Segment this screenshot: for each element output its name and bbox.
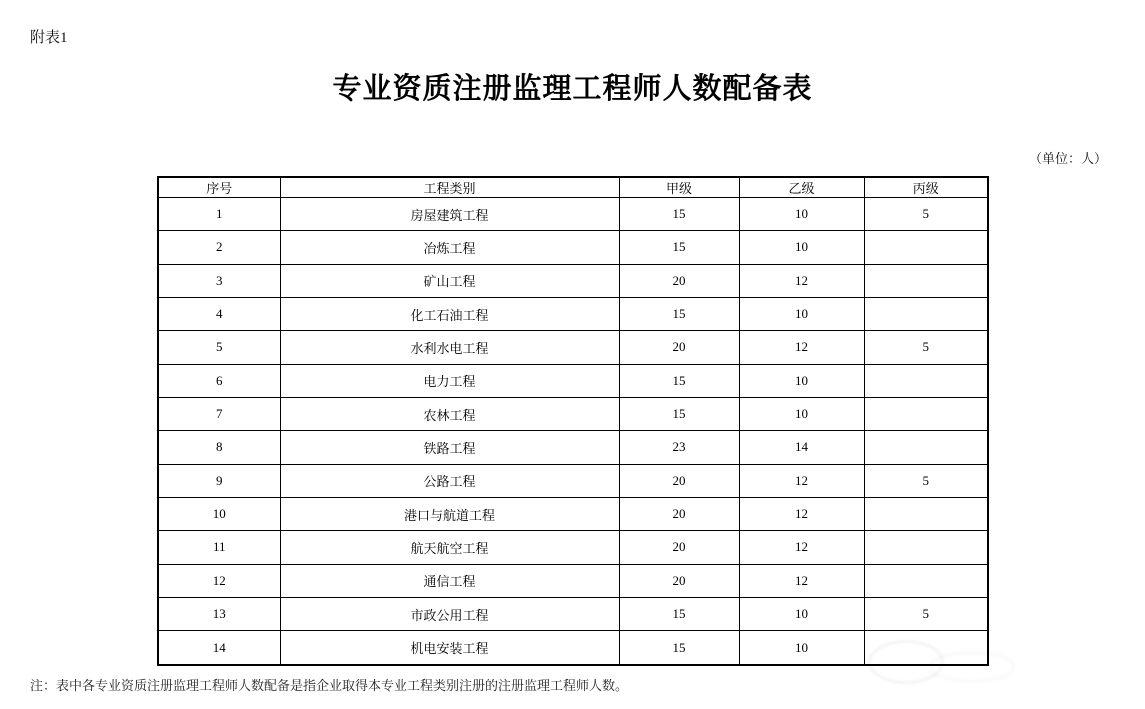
table-cell-grade_c: 5 bbox=[864, 331, 988, 364]
table-row bbox=[158, 231, 988, 264]
table-cell-grade_c bbox=[864, 631, 988, 665]
table-cell-grade_c bbox=[864, 264, 988, 297]
table-cell-no: 10 bbox=[158, 497, 280, 530]
table-row bbox=[158, 564, 988, 597]
table-row bbox=[158, 198, 988, 231]
table-cell-category: 航天航空工程 bbox=[280, 531, 619, 564]
table-cell-no: 13 bbox=[158, 597, 280, 630]
table-cell-grade_b: 12 bbox=[739, 564, 864, 597]
table-cell-grade_a: 20 bbox=[619, 564, 739, 597]
table-cell-grade_b: 12 bbox=[739, 497, 864, 530]
table-row bbox=[158, 397, 988, 430]
table-cell-grade_b: 10 bbox=[739, 198, 864, 231]
table-cell-category: 化工石油工程 bbox=[280, 297, 619, 330]
table-row bbox=[158, 597, 988, 630]
table-cell-grade_a: 15 bbox=[619, 397, 739, 430]
unit-note: （单位：人） bbox=[1028, 151, 1107, 166]
page-title: 专业资质注册监理工程师人数配备表 bbox=[332, 73, 813, 105]
table-cell-grade_c bbox=[864, 231, 988, 264]
table-body bbox=[158, 198, 988, 666]
table-row bbox=[158, 464, 988, 497]
table-cell-grade_b: 10 bbox=[739, 364, 864, 397]
table-cell-grade_a: 15 bbox=[619, 597, 739, 630]
table-cell-no: 5 bbox=[158, 331, 280, 364]
table-cell-no: 9 bbox=[158, 464, 280, 497]
table-cell-no: 8 bbox=[158, 431, 280, 464]
staffing-table bbox=[157, 176, 989, 666]
table-row bbox=[158, 331, 988, 364]
table-cell-grade_c: 5 bbox=[864, 597, 988, 630]
table-cell-grade_a: 15 bbox=[619, 231, 739, 264]
table-cell-grade_a: 20 bbox=[619, 497, 739, 530]
table-cell-grade_c bbox=[864, 297, 988, 330]
table-cell-category: 铁路工程 bbox=[280, 431, 619, 464]
table-cell-grade_b: 12 bbox=[739, 331, 864, 364]
table-row bbox=[158, 264, 988, 297]
table-cell-category: 矿山工程 bbox=[280, 264, 619, 297]
table-cell-grade_a: 15 bbox=[619, 297, 739, 330]
table-cell-category: 机电安装工程 bbox=[280, 631, 619, 665]
column-header: 序号 bbox=[158, 177, 280, 198]
column-header: 甲级 bbox=[619, 177, 739, 198]
table-row bbox=[158, 531, 988, 564]
table-cell-category: 电力工程 bbox=[280, 364, 619, 397]
table-cell-grade_b: 10 bbox=[739, 397, 864, 430]
table-cell-grade_c bbox=[864, 364, 988, 397]
table-cell-category: 市政公用工程 bbox=[280, 597, 619, 630]
column-header: 丙级 bbox=[864, 177, 988, 198]
table-row bbox=[158, 297, 988, 330]
table-cell-grade_a: 15 bbox=[619, 631, 739, 665]
corner-label: 附表1 bbox=[30, 30, 68, 46]
table-cell-category: 农林工程 bbox=[280, 397, 619, 430]
table-cell-no: 11 bbox=[158, 531, 280, 564]
table-row bbox=[158, 364, 988, 397]
table-cell-category: 港口与航道工程 bbox=[280, 497, 619, 530]
table-cell-no: 6 bbox=[158, 364, 280, 397]
table-cell-grade_c bbox=[864, 397, 988, 430]
table-cell-category: 通信工程 bbox=[280, 564, 619, 597]
table-cell-no: 4 bbox=[158, 297, 280, 330]
table-cell-grade_c: 5 bbox=[864, 464, 988, 497]
table-cell-grade_c bbox=[864, 497, 988, 530]
table-cell-no: 14 bbox=[158, 631, 280, 665]
table-cell-grade_a: 15 bbox=[619, 198, 739, 231]
table-cell-no: 3 bbox=[158, 264, 280, 297]
table-cell-grade_b: 14 bbox=[739, 431, 864, 464]
table-cell-grade_c bbox=[864, 531, 988, 564]
table-cell-category: 公路工程 bbox=[280, 464, 619, 497]
table-cell-no: 7 bbox=[158, 397, 280, 430]
table-cell-grade_c: 5 bbox=[864, 198, 988, 231]
table-header-row bbox=[158, 177, 988, 198]
table-row bbox=[158, 431, 988, 464]
table-cell-category: 房屋建筑工程 bbox=[280, 198, 619, 231]
table-cell-grade_c bbox=[864, 564, 988, 597]
table-cell-grade_a: 20 bbox=[619, 464, 739, 497]
table-cell-grade_a: 15 bbox=[619, 364, 739, 397]
table-cell-grade_b: 10 bbox=[739, 231, 864, 264]
table-cell-grade_b: 10 bbox=[739, 597, 864, 630]
table-cell-category: 冶炼工程 bbox=[280, 231, 619, 264]
column-header: 工程类别 bbox=[280, 177, 619, 198]
table-cell-grade_a: 20 bbox=[619, 531, 739, 564]
table-cell-category: 水利水电工程 bbox=[280, 331, 619, 364]
column-header: 乙级 bbox=[739, 177, 864, 198]
table-cell-grade_b: 10 bbox=[739, 297, 864, 330]
table-cell-no: 12 bbox=[158, 564, 280, 597]
table-cell-no: 1 bbox=[158, 198, 280, 231]
table-cell-grade_b: 12 bbox=[739, 531, 864, 564]
table-cell-grade_b: 10 bbox=[739, 631, 864, 665]
table-cell-grade_b: 12 bbox=[739, 464, 864, 497]
table-header bbox=[158, 177, 988, 198]
footnote: 注：表中各专业资质注册监理工程师人数配备是指企业取得本专业工程类别注册的注册监理工程师人数。 bbox=[30, 678, 629, 693]
table-cell-grade_a: 20 bbox=[619, 331, 739, 364]
table-row bbox=[158, 631, 988, 665]
table-cell-no: 2 bbox=[158, 231, 280, 264]
table-row bbox=[158, 497, 988, 530]
table-cell-grade_b: 12 bbox=[739, 264, 864, 297]
table-cell-grade_a: 20 bbox=[619, 264, 739, 297]
table-cell-grade_a: 23 bbox=[619, 431, 739, 464]
table-cell-grade_c bbox=[864, 431, 988, 464]
